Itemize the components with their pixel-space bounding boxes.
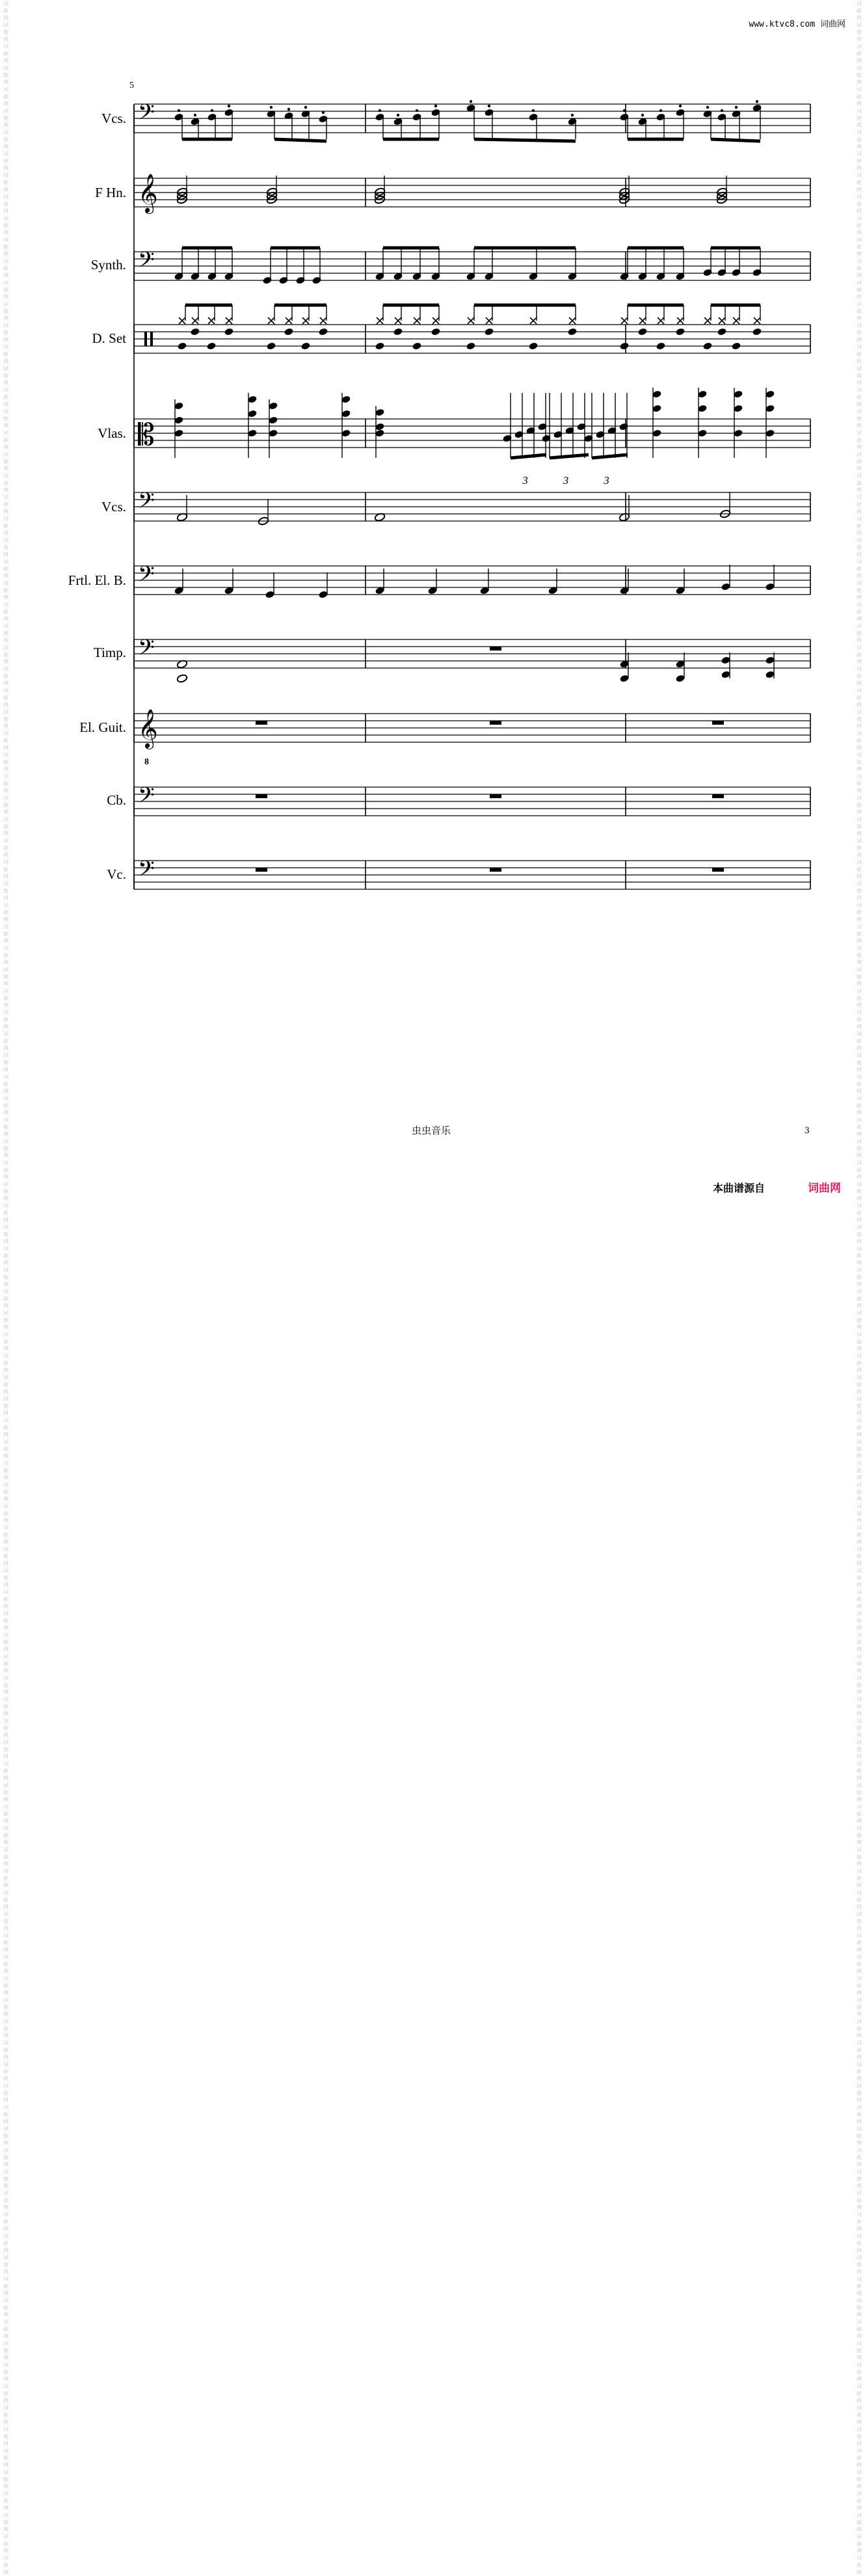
source-brand[interactable]: 词曲网 bbox=[808, 1182, 841, 1195]
whole-rest bbox=[712, 794, 724, 798]
beam bbox=[274, 139, 326, 141]
right-watermark-strip: 词曲网词曲网词曲网词曲网词曲网词曲网词曲网词曲网词曲网词曲网词曲网词曲网词曲网词曲网词曲网词曲网词曲网词曲网词曲网词曲网词曲网词曲网词曲网词曲网词曲网词曲网词曲网词曲网词曲网词曲网词曲网词曲网词曲网词曲网词曲网词曲网词曲网词曲网词曲网词曲网词曲网词曲网词曲网词曲网词曲网词曲网词曲网词曲网词曲网词曲网词曲网词曲网词曲网词曲网词曲网词曲网词曲网词曲网词曲网词曲网词曲网词曲网词曲网词曲网词曲网词曲网词曲网词曲网词曲网词曲网词曲网词曲网词曲网词曲网词曲网词曲网词曲网词曲网词曲网词曲网词曲网词曲网词曲网词曲网词曲网词曲网词曲网词曲网词曲网词曲网词曲网词曲网词曲网词曲网词曲网词曲网词曲网词曲网词曲网词曲网词曲网词曲网词曲网词曲网词曲网词曲网词曲网词曲网词曲网词曲网词曲网词曲网词曲网词曲网词曲网词曲网词曲网词曲网词曲网词曲网 bbox=[857, 1, 862, 2575]
staccato-dot bbox=[532, 109, 535, 112]
timp-whole-note bbox=[176, 674, 187, 683]
measure-number: 5 bbox=[129, 81, 134, 90]
bass-clef-icon: 𝄢 bbox=[138, 636, 155, 665]
snare-notehead bbox=[717, 327, 726, 336]
octave-mark: 8 bbox=[144, 757, 149, 767]
staff-label-vcs-2: Vcs. bbox=[101, 499, 126, 515]
whole-rest bbox=[256, 794, 267, 798]
kick-notehead bbox=[656, 342, 665, 350]
snare-notehead bbox=[431, 327, 440, 336]
beam bbox=[550, 455, 589, 458]
staff-lines bbox=[134, 104, 810, 889]
staccato-dot bbox=[270, 106, 273, 109]
bass-clef-icon: 𝄢 bbox=[138, 248, 155, 278]
bass-clef-icon: 𝄢 bbox=[138, 489, 155, 518]
snare-notehead bbox=[675, 327, 685, 336]
staccato-dot bbox=[178, 109, 180, 112]
triplet-mark: 3 bbox=[604, 474, 609, 487]
kick-notehead bbox=[702, 342, 712, 350]
kick-notehead bbox=[528, 342, 538, 350]
bass-clef-icon: 𝄢 bbox=[138, 857, 155, 887]
staff-label-cb: Cb. bbox=[107, 792, 126, 808]
snare-notehead bbox=[393, 327, 403, 336]
kick-notehead bbox=[300, 342, 310, 350]
kick-notehead bbox=[619, 342, 629, 350]
kick-notehead bbox=[177, 342, 187, 350]
treble-clef-icon: 𝄞 bbox=[138, 709, 158, 748]
percussion-clef-icon bbox=[150, 332, 153, 346]
beam bbox=[592, 455, 628, 458]
snare-notehead bbox=[567, 327, 577, 336]
staff-label-d-set: D. Set bbox=[92, 330, 126, 346]
beam bbox=[474, 139, 576, 141]
staff-label-frtl-el-b: Frtl. El. B. bbox=[68, 572, 126, 588]
bass-clef-icon: 𝄢 bbox=[138, 100, 155, 130]
snare-notehead bbox=[284, 327, 293, 336]
kick-notehead bbox=[375, 342, 384, 350]
staccato-dot bbox=[571, 114, 574, 116]
staccato-dot bbox=[659, 109, 662, 112]
staccato-dot bbox=[706, 106, 709, 109]
snare-notehead bbox=[318, 327, 328, 336]
whole-rest bbox=[490, 794, 501, 798]
barlines bbox=[134, 104, 810, 889]
site-url[interactable]: www.ktvc8.com bbox=[749, 20, 816, 29]
staccato-dot bbox=[416, 109, 418, 112]
beam bbox=[511, 455, 546, 458]
triplet-mark: 3 bbox=[522, 474, 528, 487]
source-credit: 本曲谱源自 bbox=[713, 1182, 765, 1194]
whole-rest bbox=[490, 647, 501, 651]
staccato-dot bbox=[470, 100, 472, 103]
beam bbox=[711, 139, 760, 141]
bass-clef-icon: 𝄢 bbox=[138, 562, 155, 592]
staccato-dot bbox=[623, 109, 626, 112]
staccato-dot bbox=[641, 114, 644, 116]
kick-notehead bbox=[731, 342, 741, 350]
staccato-dot bbox=[488, 105, 490, 107]
staff-label-vc: Vc. bbox=[107, 866, 126, 882]
staccato-dot bbox=[304, 106, 307, 109]
kick-notehead bbox=[266, 342, 276, 350]
site-brand: 词曲网 bbox=[819, 20, 845, 29]
staccato-dot bbox=[322, 111, 325, 114]
treble-clef-icon: 𝄞 bbox=[138, 174, 158, 213]
staff-label-f-hn: F Hn. bbox=[95, 185, 126, 200]
notation bbox=[174, 100, 775, 872]
staccato-dot bbox=[379, 109, 381, 112]
staccato-dot bbox=[287, 108, 290, 111]
whole-rest bbox=[256, 721, 267, 725]
staccato-dot bbox=[735, 106, 738, 109]
page-number: 3 bbox=[805, 1125, 810, 1136]
staff-label-synth: Synth. bbox=[90, 257, 126, 273]
clefs bbox=[138, 100, 158, 887]
staccato-dot bbox=[721, 109, 723, 112]
snare-notehead bbox=[637, 327, 647, 336]
staff-label-vcs-1: Vcs. bbox=[101, 111, 126, 126]
footer-publisher: 虫虫音乐 bbox=[412, 1125, 451, 1136]
staccato-dot bbox=[194, 114, 196, 116]
alto-clef-icon: 𝄡 bbox=[138, 417, 155, 452]
percussion-clef-icon bbox=[144, 332, 147, 346]
whole-rest bbox=[712, 721, 724, 725]
staccato-dot bbox=[679, 105, 682, 107]
snare-notehead bbox=[224, 327, 233, 336]
staccato-dot bbox=[397, 114, 399, 116]
staff-label-vlas: Vlas. bbox=[98, 425, 126, 441]
triplet-mark: 3 bbox=[563, 474, 569, 487]
whole-rest bbox=[256, 868, 267, 872]
whole-rest bbox=[490, 868, 501, 872]
snare-notehead bbox=[190, 327, 200, 336]
kick-notehead bbox=[412, 342, 421, 350]
bass-clef-icon: 𝄢 bbox=[138, 783, 155, 813]
staccato-dot bbox=[228, 105, 230, 107]
staff-label-el-guit: El. Guit. bbox=[79, 719, 126, 735]
kick-notehead bbox=[466, 342, 475, 350]
whole-rest bbox=[712, 868, 724, 872]
staccato-dot bbox=[756, 100, 758, 103]
snare-notehead bbox=[752, 327, 762, 336]
whole-rest bbox=[490, 721, 501, 725]
triplet-marks bbox=[522, 474, 609, 487]
staccato-dot bbox=[434, 105, 437, 107]
left-watermark-strip: 词曲网词曲网词曲网词曲网词曲网词曲网词曲网词曲网词曲网词曲网词曲网词曲网词曲网词曲网词曲网词曲网词曲网词曲网词曲网词曲网词曲网词曲网词曲网词曲网词曲网词曲网词曲网词曲网词曲网词曲网词曲网词曲网词曲网词曲网词曲网词曲网词曲网词曲网词曲网词曲网词曲网词曲网词曲网词曲网词曲网词曲网词曲网词曲网词曲网词曲网词曲网词曲网词曲网词曲网词曲网词曲网词曲网词曲网词曲网词曲网词曲网词曲网词曲网词曲网词曲网词曲网词曲网词曲网词曲网词曲网词曲网词曲网词曲网词曲网词曲网词曲网词曲网词曲网词曲网词曲网词曲网词曲网词曲网词曲网词曲网词曲网词曲网词曲网词曲网词曲网词曲网词曲网词曲网词曲网词曲网词曲网词曲网词曲网词曲网词曲网词曲网词曲网词曲网词曲网词曲网词曲网词曲网词曲网词曲网词曲网词曲网词曲网词曲网词曲网词曲网词曲网词曲网词曲网词曲网词曲网 bbox=[3, 1, 8, 2575]
snare-notehead bbox=[484, 327, 494, 336]
kick-notehead bbox=[206, 342, 216, 350]
staff-label-timp: Timp. bbox=[93, 645, 126, 660]
staccato-dot bbox=[211, 109, 213, 112]
